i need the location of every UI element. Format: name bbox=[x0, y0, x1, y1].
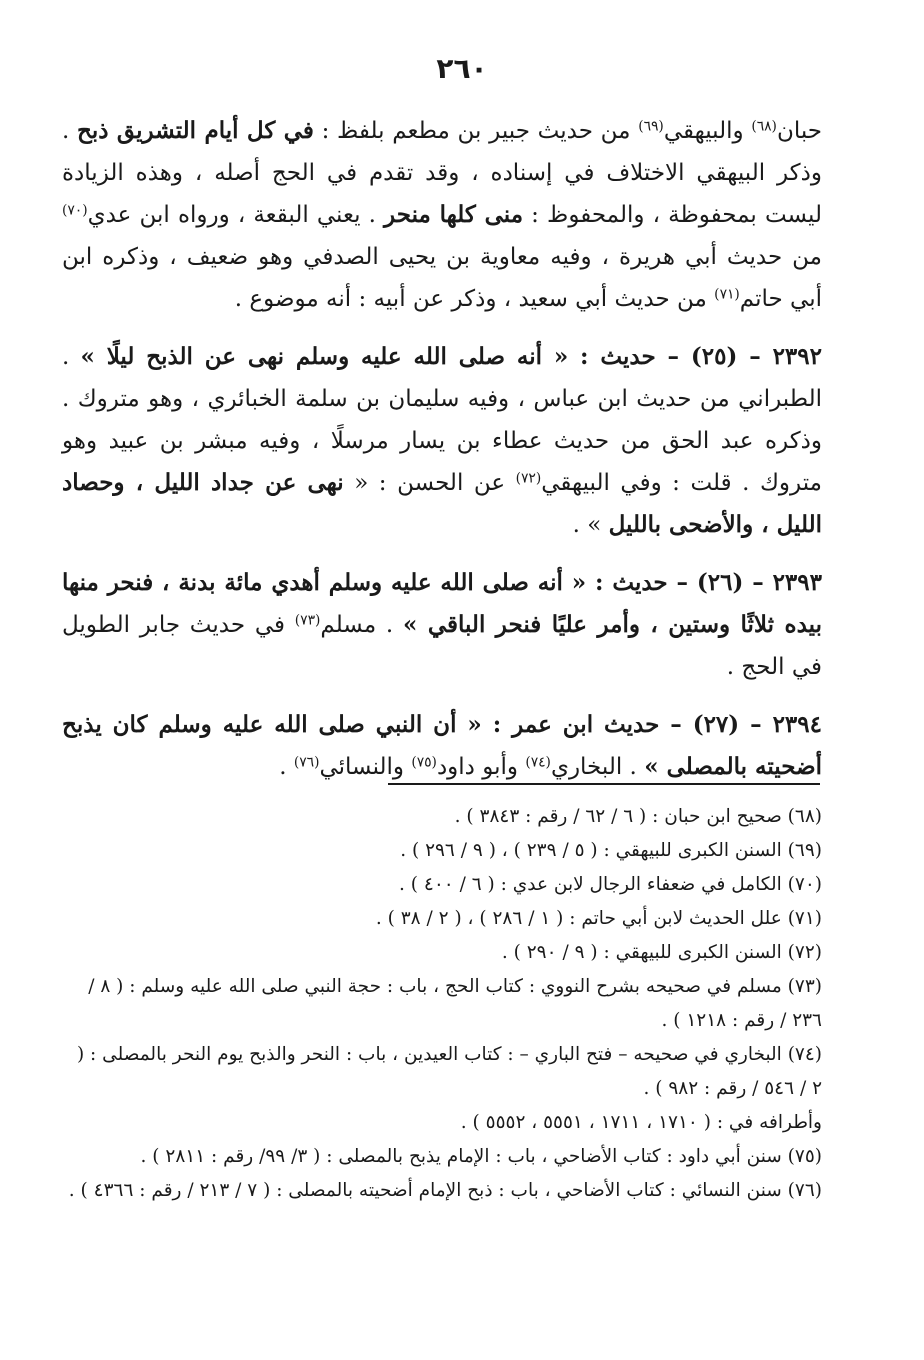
main-text bbox=[62, 110, 822, 804]
footnote-71: (٧١) علل الحديث لابن أبي حاتم : ( ١ / ٢٨٦ ) ، ( ٢ / ٣٨ ) . bbox=[375, 908, 822, 929]
text-run: من حديث جبير بن مطعم بلفظ : bbox=[313, 118, 639, 144]
text-run: . يعني البقعة ، ورواه ابن عدي bbox=[87, 202, 385, 228]
paragraph-2392 bbox=[62, 336, 822, 546]
paragraph-2394 bbox=[62, 704, 822, 788]
footnote-ref[interactable]: (٦٩) bbox=[638, 118, 664, 135]
footnote-75: (٧٥) سنن أبي داود : كتاب الأضاحي ، باب : الإمام يذبح بالمصلى : ( ٣/ ٩٩/ رقم : ٢٨١١ ) . bbox=[140, 1146, 822, 1167]
page-number: ٢٦٠ bbox=[436, 52, 488, 85]
text-run: » . bbox=[572, 512, 609, 538]
text-run: . الطبراني من حديث ابن عباس ، وفيه سليمان بن سلمة الخبائري ، وهو متروك . وذكره عبد الحق من حديث عطاء بن يسار مرسلًا ، وفيه مبشر بن عبيد وهو متروك . قلت : وفي البيهقي bbox=[62, 344, 822, 496]
bold-quote: منى كلها منحر bbox=[384, 201, 524, 228]
hadith-heading: ٢٣٩٢ – (٢٥) – حديث : « أنه صلى الله عليه وسلم نهى عن الذبح ليلًا » bbox=[80, 343, 822, 370]
footnote-ref[interactable]: (٧٤) bbox=[525, 754, 551, 771]
text-run: . bbox=[279, 754, 294, 780]
footnote-ref[interactable]: (٦٨) bbox=[751, 118, 777, 135]
hadith-heading: ٢٣٩٤ – (٢٧) – حديث ابن عمر : « أن النبي صلى الله عليه وسلم كان يذبح أضحيته بالمصلى » bbox=[62, 711, 822, 780]
footnotes bbox=[62, 800, 822, 1208]
footnote-separator bbox=[388, 783, 820, 785]
footnote-ref[interactable]: (٧٦) bbox=[293, 754, 320, 771]
text-run: من حديث أبي هريرة ، وفيه معاوية بن يحيى الصدفي وهو ضعيف ، وذكره ابن أبي حاتم bbox=[62, 244, 822, 312]
footnote-69: (٦٩) السنن الكبرى للبيهقي : ( ٥ / ٢٣٩ ) ، ( ٩ / ٢٩٦ ) . bbox=[400, 840, 822, 861]
text-run: والبيهقي bbox=[663, 118, 752, 144]
footnote-76: (٧٦) سنن النسائي : كتاب الأضاحي ، باب : ذبح الإمام أضحيته بالمصلى : ( ٧ / ٢١٣ / رقم : ٤٣٦٦ ) . bbox=[68, 1180, 822, 1201]
bold-quote: في كل أيام التشريق ذبح bbox=[77, 117, 314, 144]
text-run: . مسلم bbox=[320, 612, 403, 638]
text-run: . البخاري bbox=[550, 754, 645, 780]
footnote-74: (٧٤) البخاري في صحيحه – فتح الباري – : كتاب العيدين ، باب : النحر والذبح يوم النحر بالمصلى : ( ٢ / ٥٤٦ / رقم : ٩٨٢ ) . bbox=[76, 1044, 822, 1099]
text-run: من حديث أبي سعيد ، وذكر عن أبيه : أنه موضوع . bbox=[234, 286, 715, 312]
text-run: حبان bbox=[776, 118, 822, 144]
hadith-heading: ٢٣٩٣ – (٢٦) – حديث : « أنه صلى الله عليه وسلم أهدي مائة بدنة ، فنحر منها بيده ثلاثًا وستين ، وأمر عليًا فنحر الباقي » bbox=[62, 569, 822, 638]
bold-quote: نهى عن جداد الليل ، وحصاد الليل ، والأضحى بالليل bbox=[62, 469, 822, 538]
text-run: وأبو داود bbox=[436, 754, 526, 780]
footnote-ref[interactable]: (٧٠) bbox=[62, 202, 88, 219]
text-run: عن الحسن : « bbox=[343, 470, 516, 496]
footnote-ref[interactable]: (٧٥) bbox=[411, 754, 437, 771]
paragraph-2393 bbox=[62, 562, 822, 688]
text-run: . وذكر البيهقي الاختلاف في إسناده ، وقد تقدم في الحج أصله ، وهذه الزيادة ليست بمحفوظة ، والمحفوظ : bbox=[62, 118, 822, 228]
footnote-ref[interactable]: (٧٣) bbox=[294, 612, 321, 629]
footnote-68: (٦٨) صحيح ابن حبان : ( ٦ / ٦٢ / رقم : ٣٨٤٣ ) . bbox=[454, 806, 822, 827]
text-run: في حديث جابر الطويل في الحج . bbox=[62, 612, 822, 680]
footnote-70: (٧٠) الكامل في ضعفاء الرجال لابن عدي : ( ٦ / ٤٠٠ ) . bbox=[399, 874, 822, 895]
footnote-ref[interactable]: (٧١) bbox=[714, 286, 740, 303]
text-run: والنسائي bbox=[319, 754, 412, 780]
footnote-72: (٧٢) السنن الكبرى للبيهقي : ( ٩ / ٢٩٠ ) . bbox=[501, 942, 822, 963]
footnote-74-cont: وأطرافه في : ( ١٧١٠ ، ١٧١١ ، ٥٥٥١ ، ٥٥٥٢ ) . bbox=[460, 1112, 822, 1133]
paragraph-intro bbox=[62, 110, 822, 320]
footnote-ref[interactable]: (٧٢) bbox=[515, 470, 542, 487]
footnote-73: (٧٣) مسلم في صحيحه بشرح النووي : كتاب الحج ، باب : حجة النبي صلى الله عليه وسلم : ( ٨ / ٢٣٦ / رقم : ١٢١٨ ) . bbox=[88, 976, 822, 1031]
